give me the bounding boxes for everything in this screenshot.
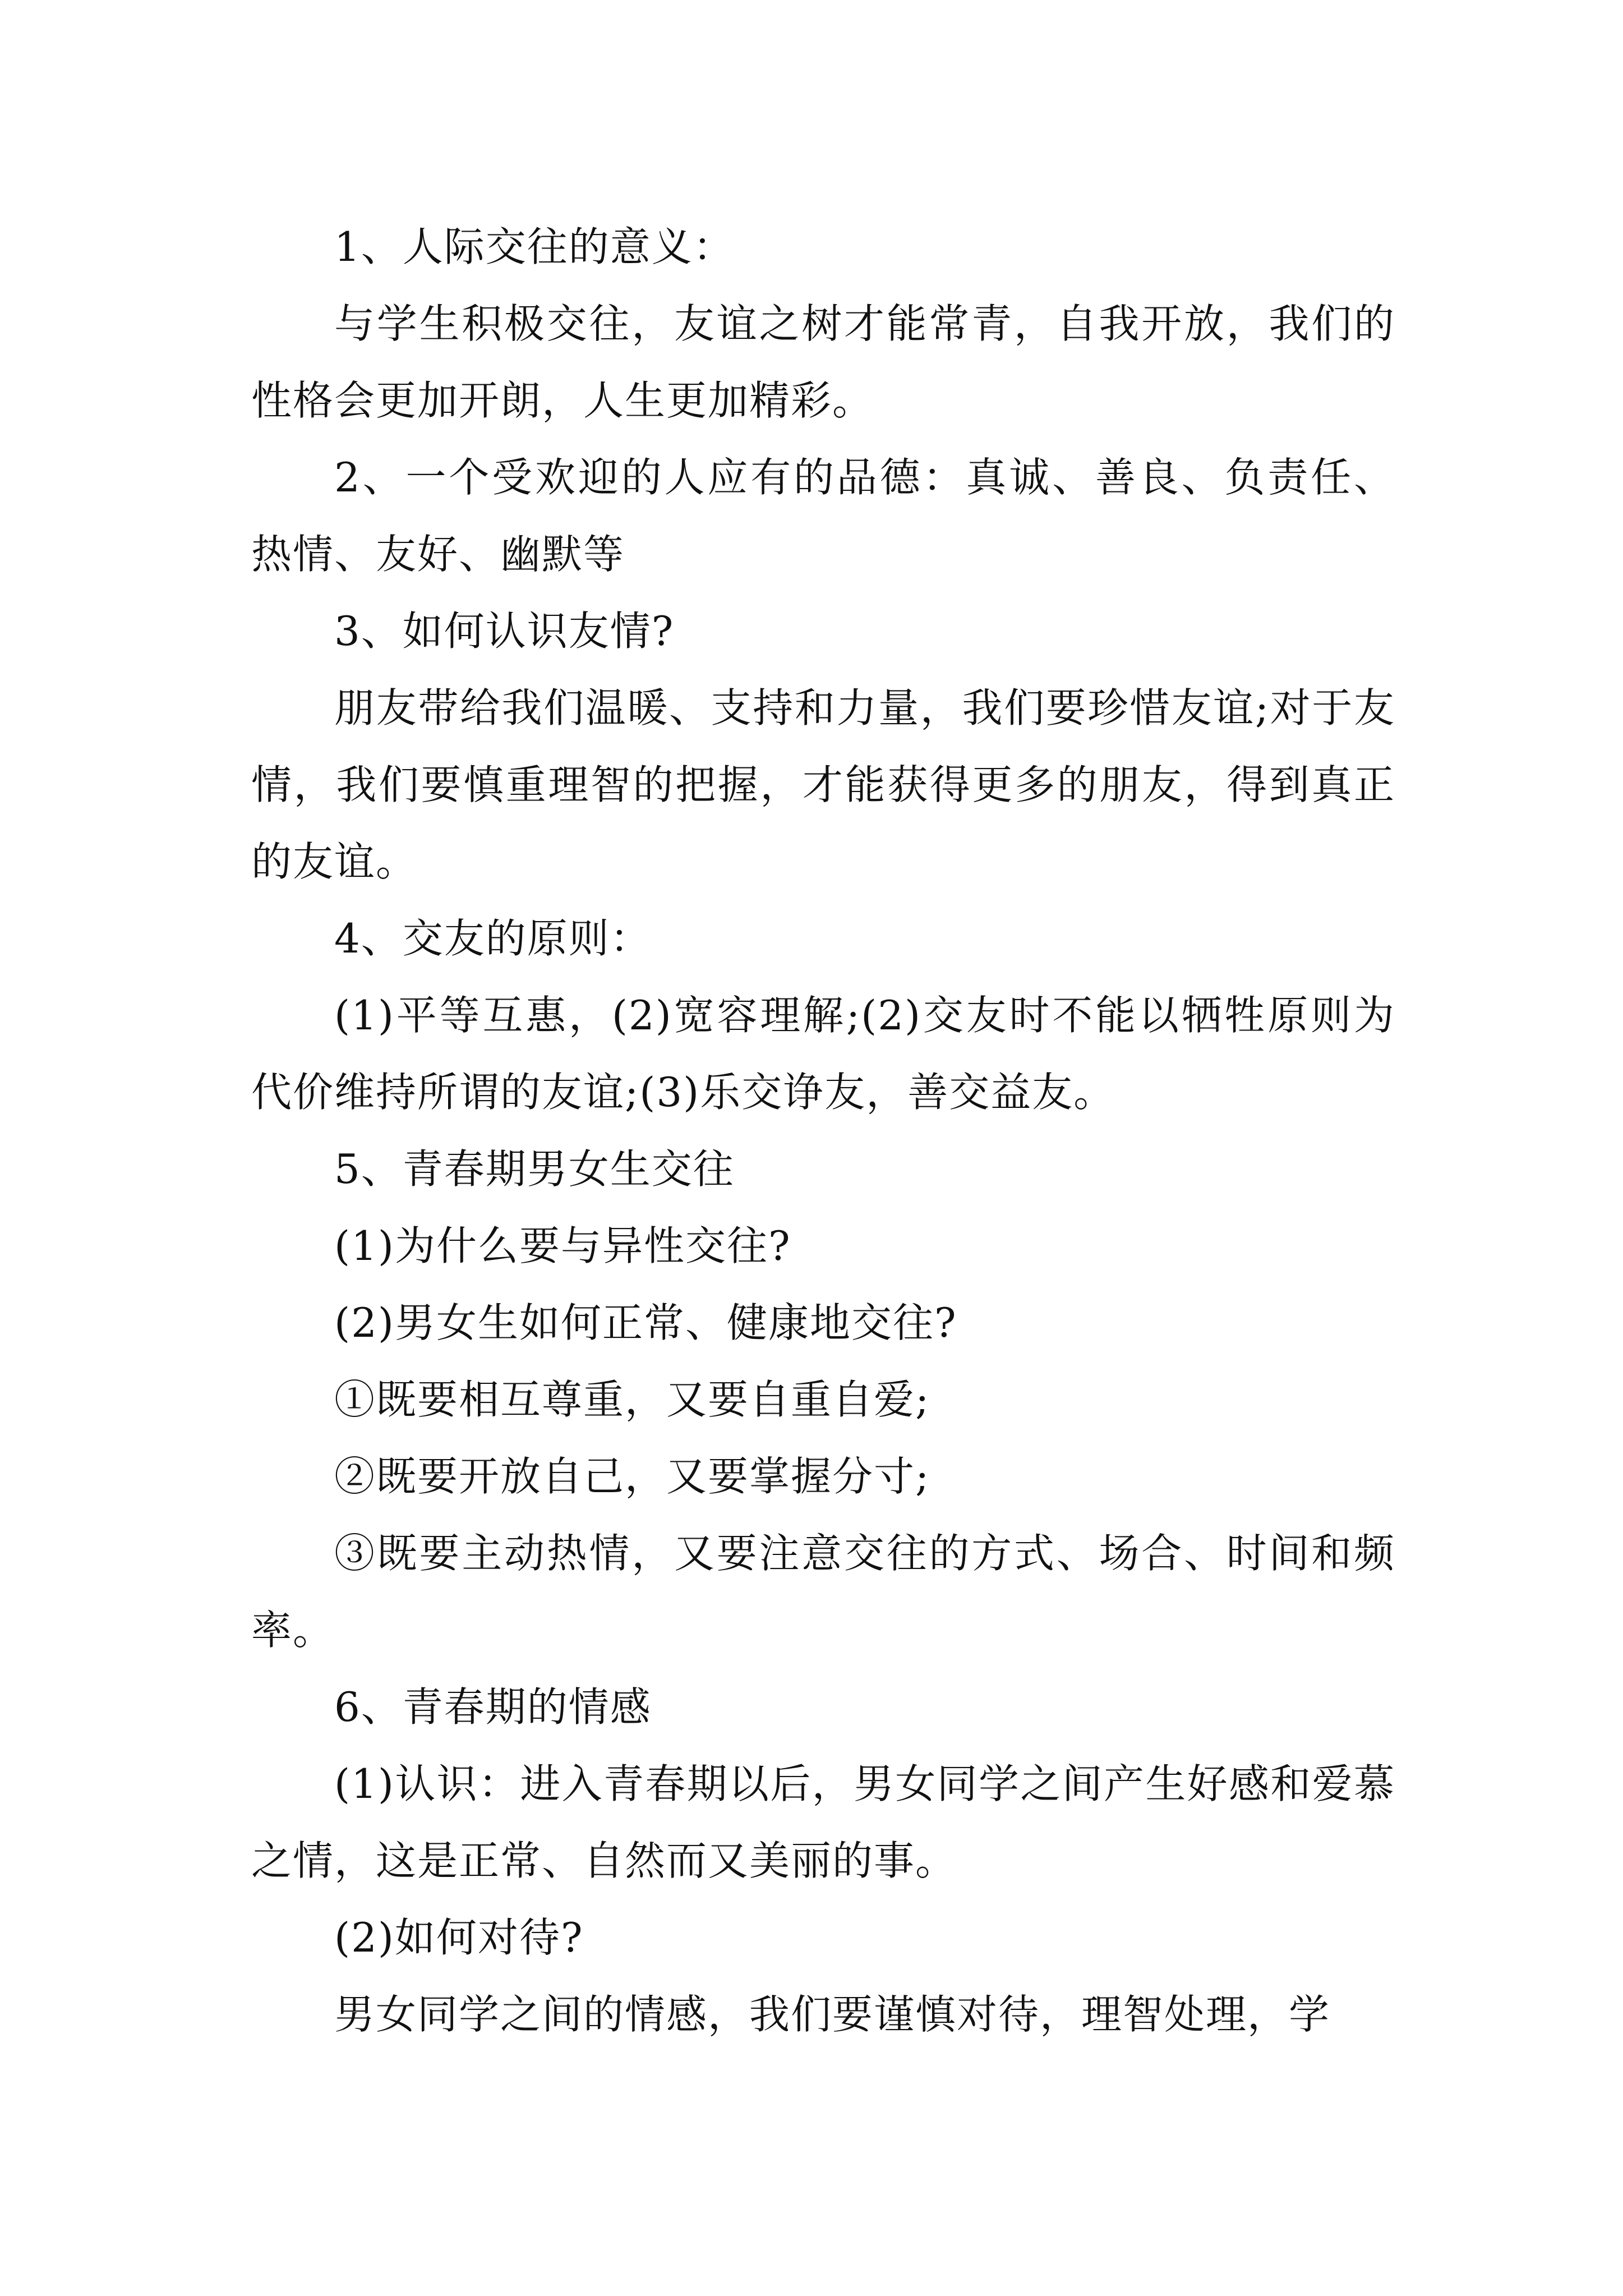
list-item: ②既要开放自己，又要掌握分寸; [334, 1453, 930, 1500]
paragraph: 朋友带给我们温暖、支持和力量，我们要珍惜友谊;对于友情，我们要慎重理智的把握，才能获得更多的朋友，得到真正的友谊。 [251, 684, 1395, 885]
paragraph-heading-5: 5、青春期男女生交往 [334, 1145, 735, 1193]
paragraph-heading-2: 2、一个受欢迎的人应有的品德：真诚、善良、负责任、热情、友好、幽默等 [251, 454, 1395, 578]
paragraph-heading-6: 6、青春期的情感 [334, 1683, 652, 1731]
list-item: ③既要主动热情，又要注意交往的方式、场合、时间和频率。 [251, 1530, 1395, 1654]
paragraph: (1)为什么要与异性交往? [334, 1222, 791, 1269]
paragraph: 男女同学之间的情感，我们要谨慎对待，理智处理，学 [334, 1991, 1331, 2038]
paragraph: (1)认识：进入青春期以后，男女同学之间产生好感和爱慕之情，这是正常、自然而又美丽的事。 [251, 1760, 1395, 1884]
paragraph: (1)平等互惠，(2)宽容理解;(2)交友时不能以牺牲原则为代价维持所谓的友谊;(3)乐交诤友，善交益友。 [251, 992, 1395, 1116]
paragraph: (2)如何对待? [334, 1914, 584, 1961]
paragraph-heading-3: 3、如何认识友情? [334, 608, 675, 655]
paragraph: (2)男女生如何正常、健康地交往? [334, 1299, 957, 1346]
list-item: ①既要相互尊重，又要自重自爱; [334, 1376, 930, 1423]
paragraph: 与学生积极交往，友谊之树才能常青，自我开放，我们的性格会更加开朗，人生更加精彩。 [251, 300, 1395, 424]
paragraph-heading-4: 4、交友的原则： [334, 915, 652, 962]
document-body [251, 209, 1395, 2053]
paragraph-heading-1: 1、人际交往的意义： [334, 223, 735, 270]
